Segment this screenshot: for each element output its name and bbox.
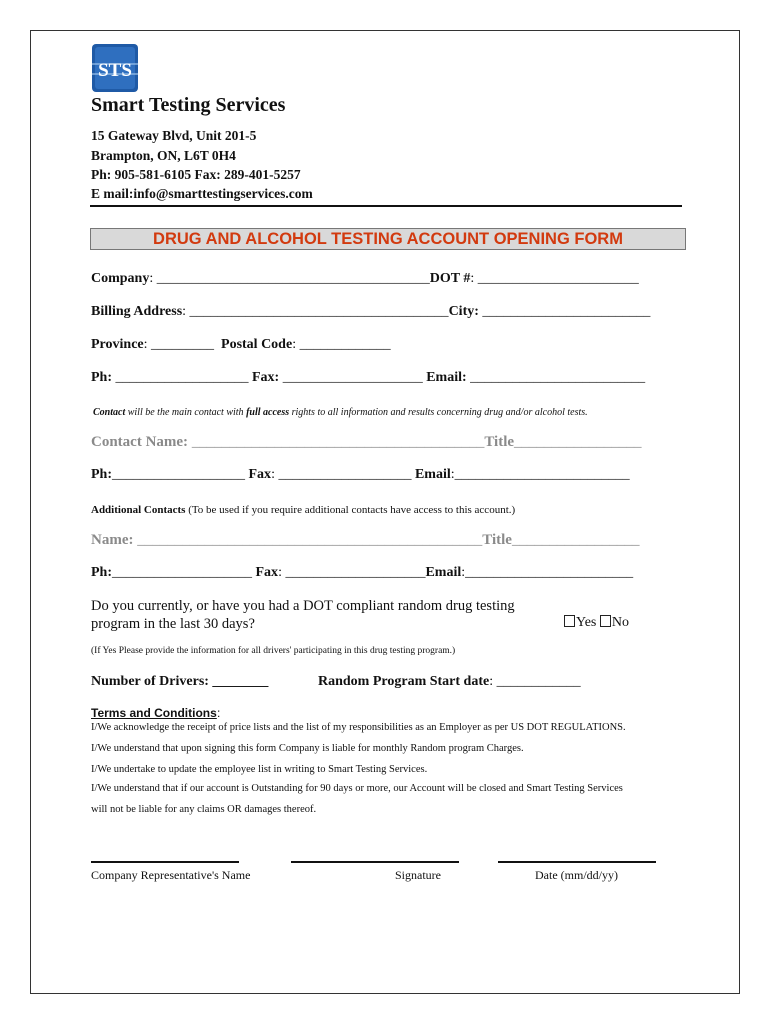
date-line[interactable] xyxy=(498,861,656,863)
additional-phone-row xyxy=(91,565,633,581)
additional-contacts-note xyxy=(91,504,515,516)
contact-ph-field[interactable]: ___________________ xyxy=(112,467,249,482)
additional-email-label: Email xyxy=(425,565,462,580)
header-divider xyxy=(90,205,682,207)
signature-label: Signature xyxy=(395,868,441,882)
additional-title-field[interactable]: _________________ xyxy=(511,532,640,548)
contact-name-label: Contact Name: xyxy=(91,434,189,450)
drivers-count[interactable]: Number of Drivers: ________ xyxy=(91,674,269,689)
yes-no-options xyxy=(564,615,629,631)
additional-ph-label: Ph: xyxy=(91,565,112,580)
postal-field[interactable]: : _____________ xyxy=(292,337,391,352)
additional-name-field[interactable]: ______________________________________________ xyxy=(133,532,483,548)
email: E mail:info@smarttestingservices.com xyxy=(91,186,313,201)
contact-email-field[interactable]: :_________________________ xyxy=(450,467,630,482)
sts-logo-icon xyxy=(92,44,138,92)
yes-label: Yes xyxy=(576,615,597,630)
email-label: Email: xyxy=(426,370,467,385)
contact-phone-row xyxy=(91,467,630,483)
program-start-label: Random Program Start date xyxy=(318,674,490,689)
city-field[interactable]: ________________________ xyxy=(478,304,651,319)
term-item: will not be liable for any claims OR damages thereof. xyxy=(91,804,317,815)
postal-label: Postal Code xyxy=(221,337,293,352)
dot-question-line-1: Do you currently, or have you had a DOT compliant random drug testing xyxy=(91,598,515,614)
term-item: I/We acknowledge the receipt of price lists and the list of my responsibilities as an Employer as per US DOT REGULATIONS. xyxy=(91,722,626,733)
contact-ph-label: Ph: xyxy=(91,467,112,482)
contact-note-bold-1: Contact xyxy=(93,407,126,418)
program-start-row xyxy=(318,674,581,690)
contact-email-label: Email xyxy=(414,467,451,482)
terms-heading: Terms and Conditions xyxy=(91,706,217,720)
term-item: I/We understand that if our account is Outstanding for 90 days or more, our Account will be closed and Smart Testing Services xyxy=(91,783,623,794)
logo-text: STS xyxy=(98,60,132,81)
contact-title-label: Title xyxy=(484,434,515,450)
contact-name-row xyxy=(91,434,642,451)
no-checkbox[interactable] xyxy=(600,615,611,627)
phone-row xyxy=(91,370,645,386)
date-label: Date (mm/dd/yy) xyxy=(535,868,618,882)
additional-title-label: Title xyxy=(482,532,512,548)
terms-heading-colon: : xyxy=(217,706,221,720)
yes-checkbox[interactable] xyxy=(564,615,575,627)
city-label: City: xyxy=(448,304,479,319)
signature-line[interactable] xyxy=(291,861,459,863)
address-line-2: Brampton, ON, L6T 0H4 xyxy=(91,148,236,163)
contact-note-text-2: rights to all information and results concerning drug and/or alcohol tests. xyxy=(289,407,588,418)
contact-name-field[interactable]: _______________________________________ xyxy=(188,434,485,450)
dot-label: DOT # xyxy=(429,271,471,286)
billing-label: Billing Address xyxy=(91,304,183,319)
form-title: DRUG AND ALCOHOL TESTING ACCOUNT OPENING FORM xyxy=(90,228,686,250)
contact-note-text-1: will be the main contact with xyxy=(125,407,247,418)
billing-row xyxy=(91,304,650,320)
contact-fax-label: Fax xyxy=(248,467,272,482)
additional-contacts-label: Additional Contacts xyxy=(91,504,186,516)
additional-name-row xyxy=(91,532,639,549)
company-row xyxy=(91,271,639,287)
ph-field[interactable]: ___________________ xyxy=(112,370,252,385)
additional-name-label: Name: xyxy=(91,532,134,548)
address-line-1: 15 Gateway Blvd, Unit 201-5 xyxy=(91,128,257,143)
email-field[interactable]: _________________________ xyxy=(466,370,646,385)
term-item: I/We understand that upon signing this form Company is liable for monthly Random program Charges. xyxy=(91,743,524,754)
additional-fax-field[interactable]: : ____________________ xyxy=(278,565,426,580)
ph-label: Ph: xyxy=(91,370,112,385)
fax-label: Fax: xyxy=(252,370,280,385)
additional-ph-field[interactable]: ____________________ xyxy=(112,565,256,580)
company-label: Company xyxy=(91,271,150,286)
billing-field[interactable]: : _____________________________________ xyxy=(182,304,449,319)
additional-contacts-text: (To be used if you require additional contacts have access to this account.) xyxy=(185,504,516,516)
province-label: Province xyxy=(91,337,144,352)
dot-question-note: (If Yes Please provide the information for all drivers' participating in this drug testing program.) xyxy=(91,646,456,656)
additional-fax-label: Fax xyxy=(255,565,279,580)
contact-fax-field[interactable]: : ___________________ xyxy=(271,467,415,482)
dot-question-line-2: program in the last 30 days? xyxy=(91,616,255,632)
no-label: No xyxy=(611,615,629,630)
contact-title-field[interactable]: _________________ xyxy=(514,434,642,450)
province-row xyxy=(91,337,391,353)
contact-note xyxy=(93,407,588,418)
rep-name-line[interactable] xyxy=(91,861,239,863)
province-field[interactable]: : _________ xyxy=(143,337,215,352)
additional-email-field[interactable]: :________________________ xyxy=(461,565,634,580)
dot-field[interactable]: : _______________________ xyxy=(470,271,639,286)
company-field[interactable]: : _______________________________________ xyxy=(149,271,430,286)
rep-name-label: Company Representative's Name xyxy=(91,868,251,882)
contact-note-bold-2: full access xyxy=(246,407,290,418)
term-item: I/We undertake to update the employee list in writing to Smart Testing Services. xyxy=(91,764,428,775)
company-name: Smart Testing Services xyxy=(91,94,286,116)
program-start-field[interactable]: : ____________ xyxy=(489,674,581,689)
phone-fax: Ph: 905-581-6105 Fax: 289-401-5257 xyxy=(91,167,301,182)
fax-field[interactable]: ____________________ xyxy=(279,370,427,385)
